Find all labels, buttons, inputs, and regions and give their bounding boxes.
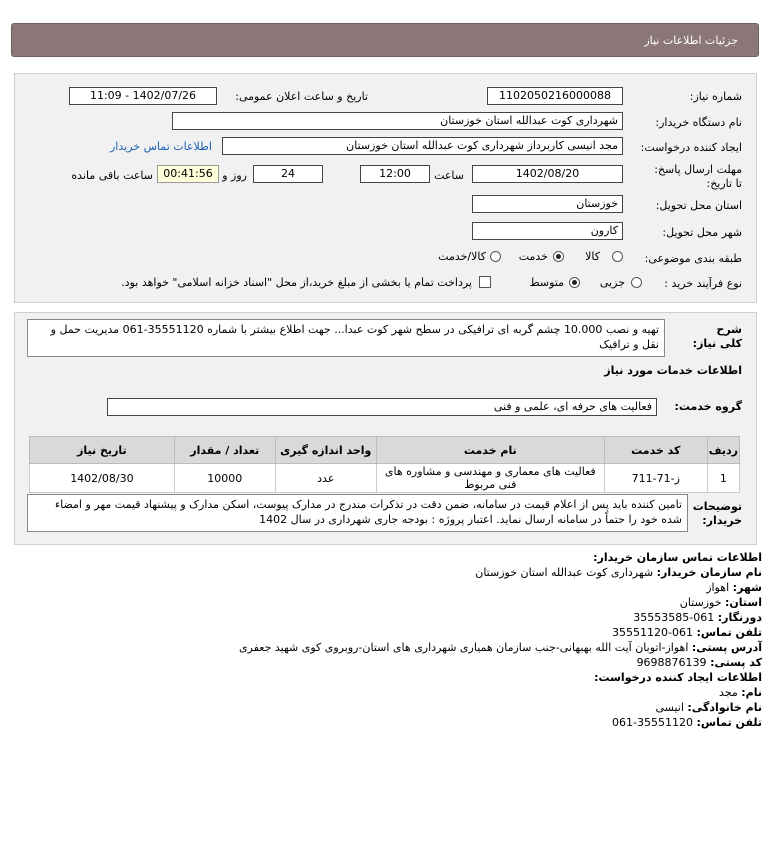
summary-text: تهیه و نصب 10.000 چشم گربه ای ترافیکی در سطح شهر کوت عبدا... جهت اطلاع بیشتر با شماره 35551120-061 مدیریت حمل و نقل و ترافیک <box>27 319 665 357</box>
category-both-radio[interactable] <box>490 251 501 262</box>
col-date: تاریخ نیاز <box>30 437 175 464</box>
contact-org: نام سازمان خریدار: شهرداری کوت عبدالله استان خوزستان <box>475 566 762 579</box>
creator-label: ایجاد کننده درخواست: <box>640 141 742 154</box>
remaining-time-field: 00:41:56 <box>157 165 219 183</box>
days-field: 24 <box>253 165 323 183</box>
province-label: استان محل تحویل: <box>655 199 742 212</box>
city-field: کارون <box>472 222 623 240</box>
treasury-payment-checkbox[interactable] <box>479 276 491 288</box>
contact-city: شهر: اهواز <box>706 581 762 594</box>
category-goods-label: کالا <box>585 250 600 263</box>
announce-label: تاریخ و ساعت اعلان عمومی: <box>235 90 368 103</box>
buyer-notes-text: تامین کننده باید پس از اعلام قیمت در سامانه، ضمن دقت در تذکرات مندرج در مدارک پیوست، اسکن مدارک و پیشنهاد قیمت مهر و امضاء شده خود را حتماً در سامانه ارسال نماید. اعتبار پروژه : بودجه جاری شهرداری در سال 1402 <box>27 494 688 532</box>
contact-province: استان: خوزستان <box>679 596 762 609</box>
creator-info-title: اطلاعات ایجاد کننده درخواست: <box>594 671 762 684</box>
col-row: ردیف <box>707 437 739 464</box>
days-label: روز و <box>222 169 247 182</box>
col-unit: واحد اندازه گیری <box>275 437 376 464</box>
cell-unit: عدد <box>275 464 376 493</box>
process-partial-label: جزیی <box>599 276 625 289</box>
category-goods-radio[interactable] <box>612 251 623 262</box>
category-service-radio[interactable] <box>553 251 564 262</box>
city-label: شهر محل تحویل: <box>662 226 742 239</box>
process-medium-radio[interactable] <box>569 277 580 288</box>
buyer-field: شهرداری کوت عبدالله استان خوزستان <box>172 112 623 130</box>
cell-date: 1402/08/30 <box>30 464 175 493</box>
col-qty: تعداد / مقدار <box>174 437 275 464</box>
contact-postal: کد پستی: 9698876139 <box>636 656 762 669</box>
need-info-panel <box>14 73 757 303</box>
announce-field: 1402/07/26 - 11:09 <box>69 87 217 105</box>
deadline-time-field: 12:00 <box>360 165 430 183</box>
contact-fax: دورنگار: 061-35553585 <box>633 611 762 624</box>
cell-code: ز-71-711 <box>604 464 707 493</box>
contact-address: آدرس پستی: اهواز-اتوبان آیت الله بهبهانی-جنب سازمان همیاری شهرداری های استان-روبروی کوی شهید جعفری <box>239 641 762 654</box>
province-field: خوزستان <box>472 195 623 213</box>
process-medium-label: متوسط <box>529 276 564 289</box>
category-service-label: خدمت <box>518 250 548 263</box>
creator-first-name: نام: مجد <box>718 686 762 699</box>
cell-row: 1 <box>707 464 739 493</box>
services-table-header <box>30 437 740 464</box>
service-group-label: گروه خدمت: <box>674 400 742 413</box>
buyer-contact-link[interactable]: اطلاعات تماس خریدار <box>110 140 212 153</box>
buyer-notes-label: توضیحات خریدار: <box>692 500 742 527</box>
creator-last-name: نام خانوادگی: انیسی <box>655 701 762 714</box>
need-number-label: شماره نیاز: <box>689 90 742 103</box>
deadline-label: مهلت ارسال پاسخ: تا تاریخ: <box>654 163 742 190</box>
contact-phone: تلفن تماس: 061-35551120 <box>612 626 762 639</box>
cell-name: فعالیت های معماری و مهندسی و مشاوره های فنی مربوط <box>376 464 604 493</box>
deadline-date-field: 1402/08/20 <box>472 165 623 183</box>
table-row <box>30 464 740 493</box>
process-label: نوع فرآیند خرید : <box>664 277 742 290</box>
col-code: کد خدمت <box>604 437 707 464</box>
cell-qty: 10000 <box>174 464 275 493</box>
deadline-time-label: ساعت <box>434 169 464 182</box>
creator-field: مجد انیسی کاربرداز شهرداری کوت عبدالله استان خوزستان <box>222 137 623 155</box>
contact-title: اطلاعات تماس سازمان خریدار: <box>593 551 762 564</box>
remaining-label: ساعت باقی مانده <box>71 169 153 182</box>
payment-note: پرداخت تمام یا بخشی از مبلغ خرید،از محل "اسناد خزانه اسلامی" خواهد بود. <box>121 276 472 289</box>
creator-phone: تلفن تماس: 35551120-061 <box>612 716 762 729</box>
page-title: جزئیات اطلاعات نیاز <box>644 34 738 47</box>
services-section-title: اطلاعات خدمات مورد نیاز <box>604 364 742 377</box>
summary-label: شرح کلی نیاز: <box>692 323 742 350</box>
buyer-label: نام دستگاه خریدار: <box>655 116 742 129</box>
service-group-field: فعالیت های حرفه ای، علمی و فنی <box>107 398 657 416</box>
category-both-label: کالا/خدمت <box>438 250 486 263</box>
col-name: نام خدمت <box>376 437 604 464</box>
page-header <box>11 23 759 57</box>
process-partial-radio[interactable] <box>631 277 642 288</box>
need-number-field: 1102050216000088 <box>487 87 623 105</box>
services-table <box>29 436 740 493</box>
category-label: طبقه بندی موضوعی: <box>644 252 742 265</box>
